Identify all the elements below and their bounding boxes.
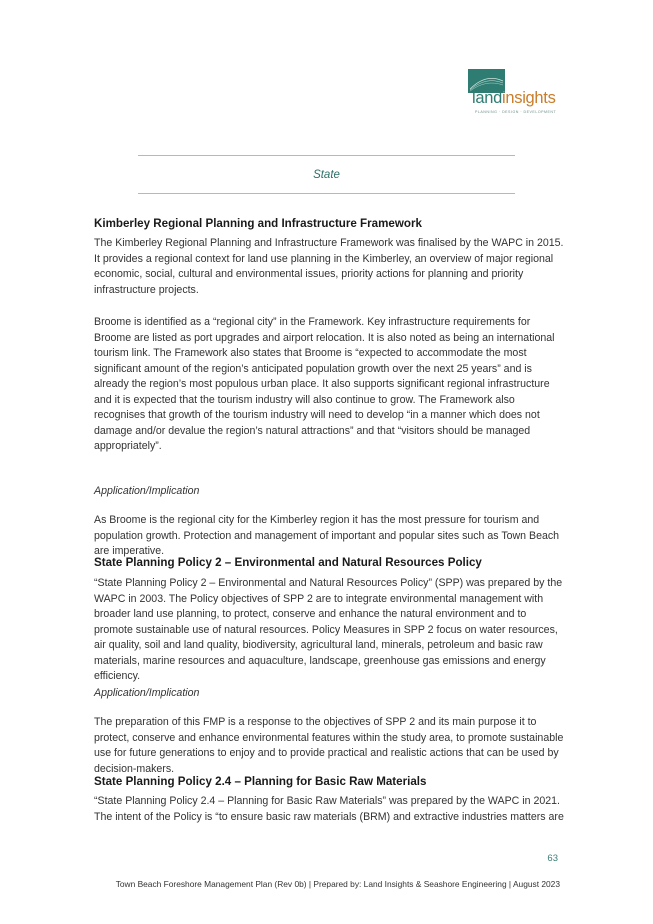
page-number: 63	[547, 853, 558, 864]
application-label: Application/Implication	[94, 687, 200, 699]
logo-tagline: PLANNING · DESIGN · DEVELOPMENT	[475, 110, 557, 114]
section-heading: State Planning Policy 2.4 – Planning for Basic Raw Materials	[94, 775, 427, 788]
section-label: State	[313, 169, 340, 181]
application-text: The preparation of this FMP is a response to the objectives of SPP 2 and its main purpose it to protect, conserve and enhance environmental features within the study area, to promote sustainable use for future generations to enjoy and to provide practical and realistic actions that can be used by decision-makers.	[94, 716, 564, 775]
logo-wordmark: landinsights	[472, 89, 556, 107]
paragraph: The Kimberley Regional Planning and Infrastructure Framework was finalised by the WAPC in 2015. It provides a regional context for land use planning in the Kimberley, an overview of major regional economic, social, cultural and environmental issues, priority actions for planning and priority infrastructure projects.	[94, 237, 564, 296]
section-heading: Kimberley Regional Planning and Infrastructure Framework	[94, 217, 422, 230]
section-heading: State Planning Policy 2 – Environmental and Natural Resources Policy	[94, 556, 482, 569]
application-label: Application/Implication	[94, 485, 200, 497]
paragraph: Broome is identified as a “regional city” in the Framework. Key infrastructure requirements for Broome are listed as port upgrades and airport relocation. It is also noted as being an international tourism link. The Framework also states that Broome is “expected to accommodate the most significant amount of the region’s anticipated population growth over the next 25 years” and is already the region’s most populous urban place. It also supports significant regional infrastructure and it is expected that the tourism industry will also continue to grow. The Framework also recognises that growth of the tourism industry will need to develop “in a manner which does not damage and/or devalue the region’s natural attractions” and that “visitors should be managed appropriately”.	[94, 316, 555, 452]
page-footer: Town Beach Foreshore Management Plan (Rev 0b) | Prepared by: Land Insights & Seashore Engineering | August 2023	[115, 879, 560, 889]
top-divider	[138, 155, 515, 156]
application-text: As Broome is the regional city for the Kimberley region it has the most pressure for tourism and population growth. Protection and management of important and popular sites such as Town Beach are imperative.	[94, 514, 560, 557]
company-logo	[468, 69, 563, 117]
paragraph: “State Planning Policy 2.4 – Planning for Basic Raw Materials” was prepared by the WAPC in 2021. The intent of the Policy is “to ensure basic raw materials (BRM) and extractive industries matters are	[94, 795, 564, 823]
bottom-divider	[138, 193, 515, 194]
paragraph: “State Planning Policy 2 – Environmental and Natural Resources Policy” (SPP) was prepared by the WAPC in 2003. The Policy objectives of SPP 2 are to integrate environmental management with broader land use planning, to protect, conserve and enhance the natural environment and to promote sustainable use of natural resources. Policy Measures in SPP 2 focus on water resources, air quality, soil and land quality, biodiversity, agricultural land, minerals, petroleum and basic raw materials, marine resources and aquaculture, landscape, greenhouse gas emissions and energy efficiency.	[94, 577, 563, 682]
